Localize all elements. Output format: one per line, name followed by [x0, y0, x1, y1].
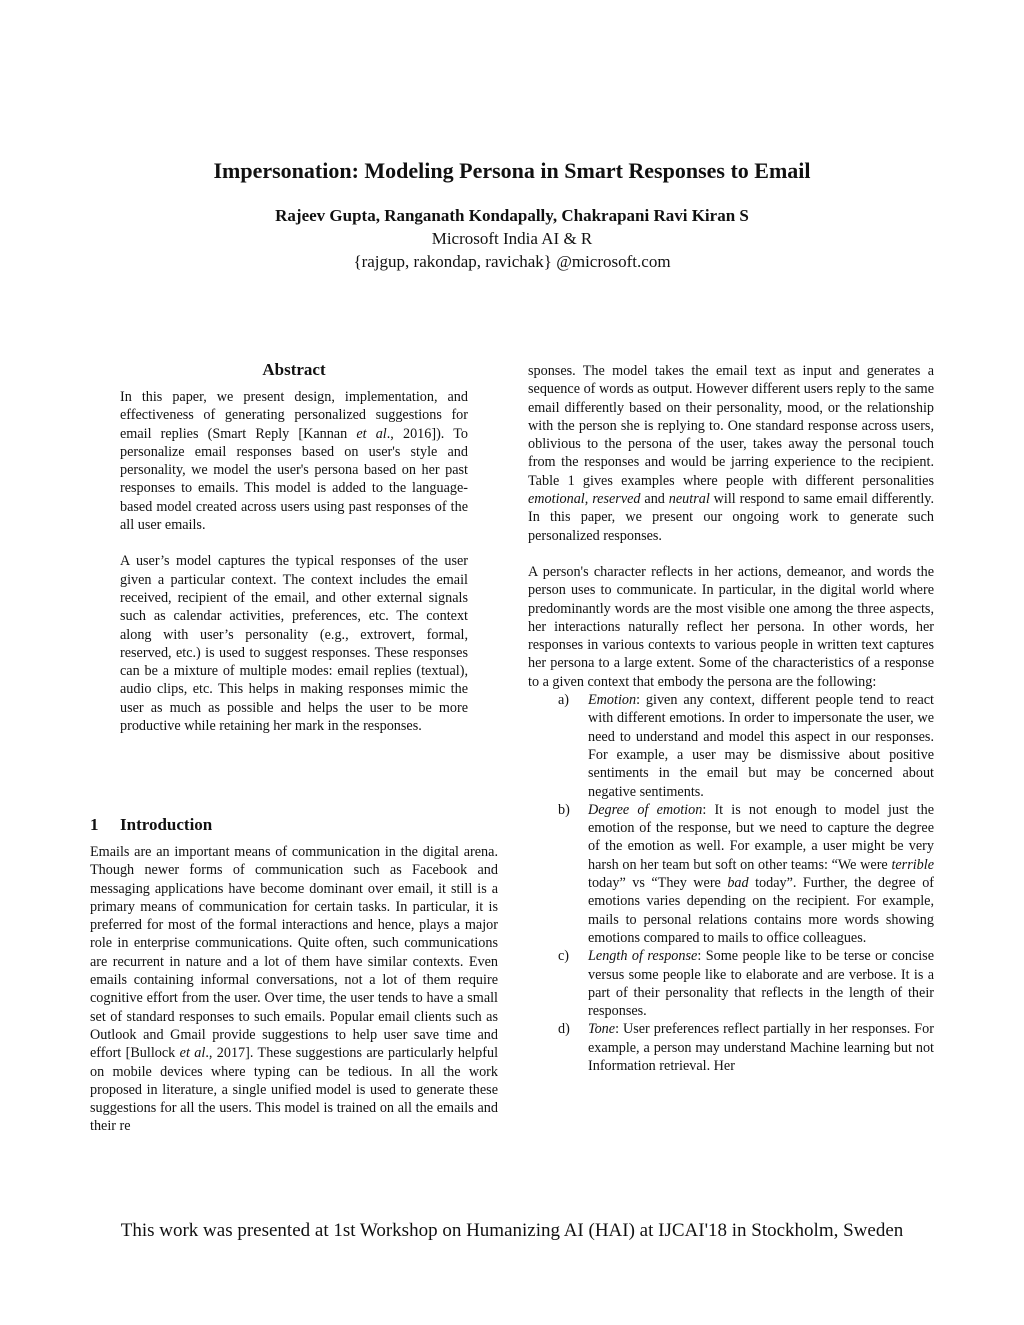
abstract-body — [120, 388, 468, 735]
introduction-body — [90, 843, 498, 1136]
list-item: d) Tone: User preferences reflect partially in her responses. For example, a person may understand Machine learning but not Information retrieval. Her — [558, 1021, 934, 1074]
paper-title: Impersonation: Modeling Persona in Smart Responses to Email — [213, 158, 811, 183]
workshop-footer-note: This work was presented at 1st Workshop on Humanizing AI (HAI) at IJCAI'18 in Stockholm, Sweden — [120, 1220, 904, 1241]
right-paragraph-2: A person's character reflects in her actions, demeanor, and words the person uses to communicate. In particular, in the digital world where predominantly words are the most visible one among the three aspects, her interactions naturally reflect her persona. In other words, her responses in various contexts to various people in written text captures her persona to a large extent. Some of the characteristics of a response to a given context that embody the persona are the following: — [528, 563, 934, 690]
author-emails: {rajgup, rakondap, ravichak} @microsoft.com — [353, 252, 671, 271]
abstract-heading: Abstract — [262, 360, 326, 379]
list-item: b) Degree of emotion: It is not enough to model just the emotion of the response, but we need to capture the degree of the emotion as well. For example, a user might be very harsh on her team but soft on other teams: “We were terrible today” vs “They were bad today”. Further, the degree of emotions varies depending on the recipient. For example, mails to personal relations contains more words showing emotions compared to mails to office colleagues. — [558, 801, 935, 946]
list-item: c) Length of response: Some people like to be terse or concise versus some people like to elaborate and are verbose. It is a part of their personality that reflects in the length of their responses. — [558, 948, 935, 1020]
affiliation: Microsoft India AI & R — [431, 229, 593, 248]
abstract-paragraph-2: A user’s model captures the typical responses of the user given a particular context. The context includes the email received, recipient of the email, and other external signals such as calendar activities, preferences, etc. The context along with user’s personality (e.g., extrovert, formal, reserved, etc.) is used to suggest responses. These responses can be a mixture of multiple modes: email replies (textual), audio clips, etc. This helps in making responses mimic the user as much as possible and helps the user to be more productive while retaining her mark in the responses. — [120, 553, 468, 735]
intro-paragraph-1: Emails are an important means of communication in the digital arena. Though newer forms of communication such as Facebook and messaging applications have become dominant over email, it still is a primary means of communication for certain tasks. In particular, it is preferred for most of the formal interactions and hence, plays a major role in enterprise communications. Quite often, such communications are recurrent in nature and a lot of them have similar contexts. Even emails containing informal conversations, not a lot of them require cognitive effort from the user. Over time, the user tends to have a small set of standard responses to such emails. Popular email clients such as Outlook and Gmail provide suggestions to help user save time and effort [Bullock et al., 2017]. These suggestions are particularly helpful on mobile devices where typing can be tedious. In all the work proposed in literature, a single unified model is used to generate these suggestions for all the users. This model is trained on all the emails and their re — [90, 844, 499, 1135]
abstract-paragraph-1: In this paper, we present design, implementation, and effectiveness of generating personalized suggestions for email replies (Smart Reply [Kannan et al., 2016]). To personalize email responses based on user's style and personality, we model the user's persona based on her past responses to emails. This model is added to the language-based model created across users using past responses of the all user emails. — [120, 389, 468, 534]
author-list: Rajeev Gupta, Ranganath Kondapally, Chakrapani Ravi Kiran S — [275, 206, 749, 225]
right-paragraph-1: sponses. The model takes the email text as input and generates a sequence of words as output. However different users reply to the same email differently based on their personality, mood, or the relationship with the person she is replying to. One standard response across users, oblivious to the persona of the user, takes away the personal touch from the responses and would be jarring experience to the recipient. Table 1 gives examples where people with different personalities emotional, reserved and neutral will respond to same email differently. In this paper, we present our ongoing work to generate such personalized responses. — [528, 363, 934, 544]
section-heading-introduction: 1 Introduction — [90, 815, 213, 834]
right-column — [528, 362, 934, 1075]
persona-characteristics-list — [528, 691, 934, 1075]
list-item: a) Emotion: given any context, different people tend to react with different emotions. In order to impersonate the user, we need to understand and model this aspect in our responses. For example, a user may be dismissive about positive sentiments in the email but may be concerned about negative sentiments. — [558, 692, 934, 800]
